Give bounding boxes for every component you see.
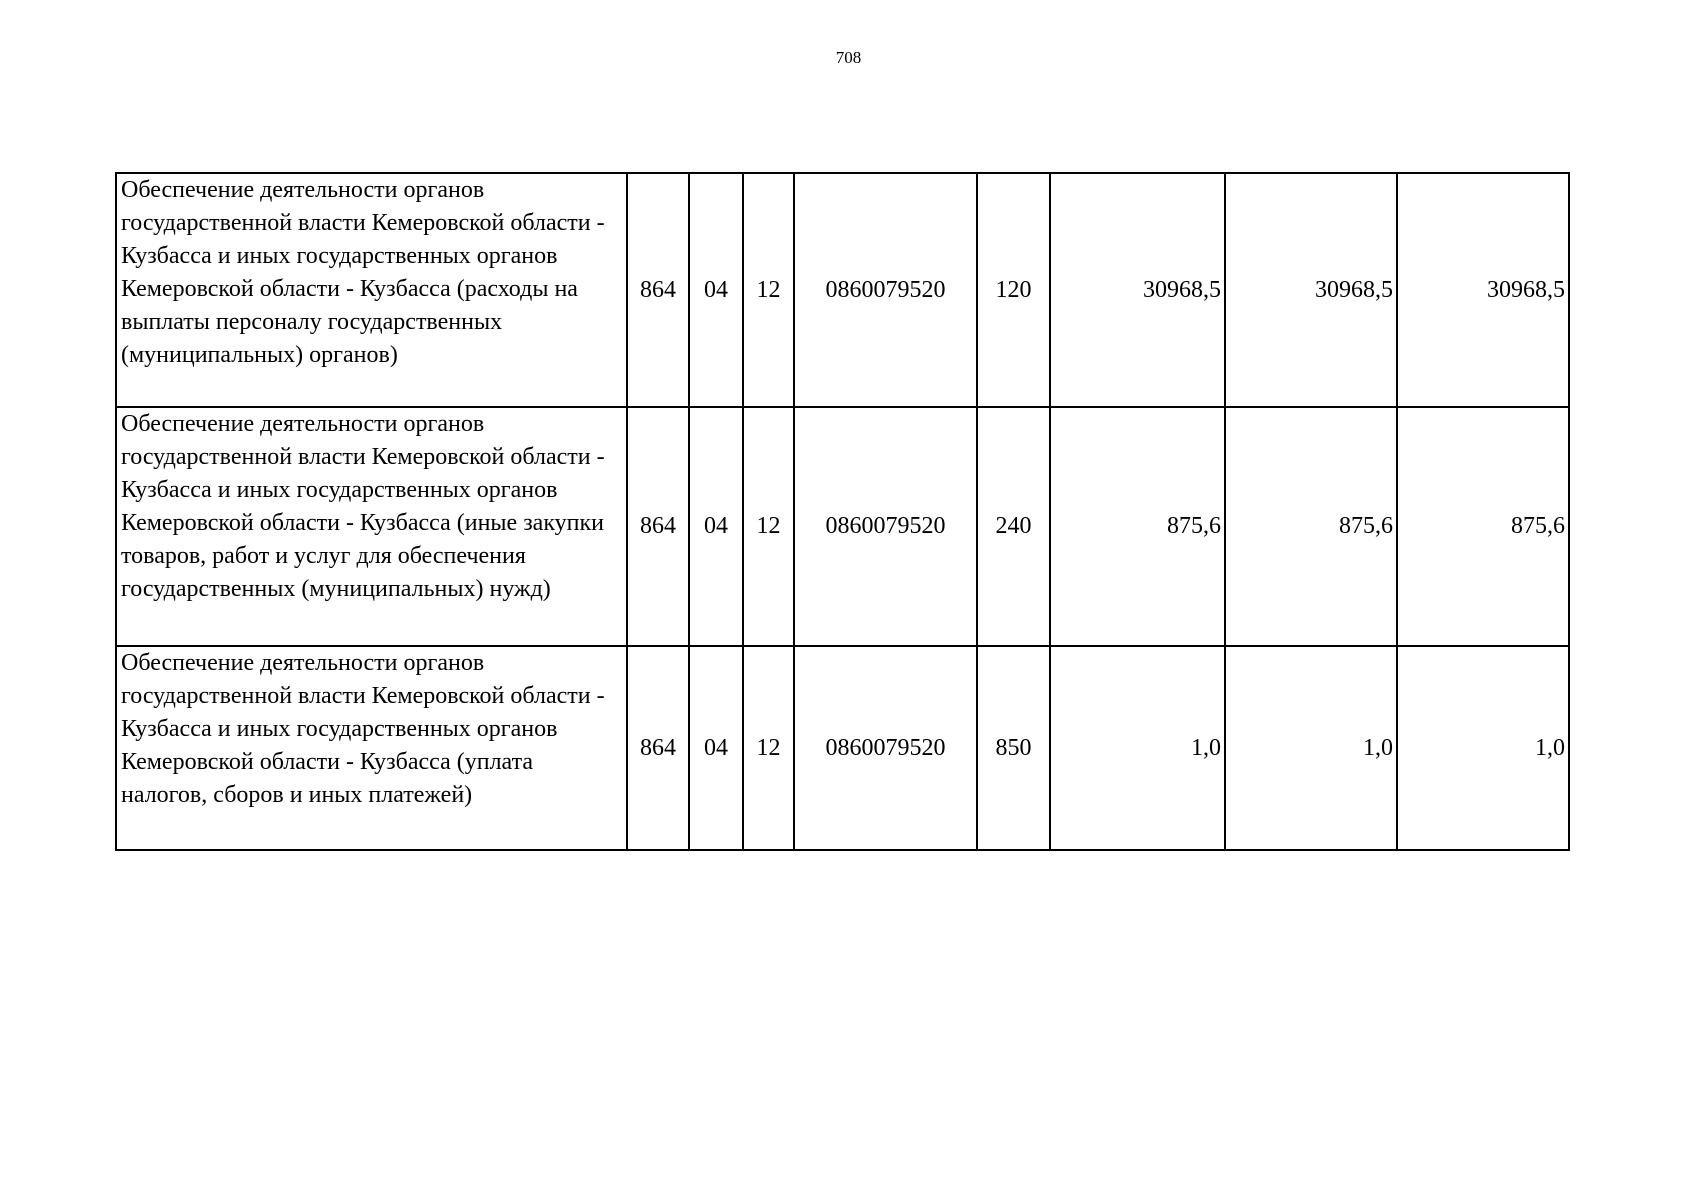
amount-year-1: 1,0 — [1050, 646, 1225, 850]
amount-year-2: 875,6 — [1225, 407, 1397, 646]
subsection-code: 12 — [743, 173, 794, 407]
table-row — [116, 173, 1569, 407]
row-description: Обеспечение деятельности органов государственной власти Кемеровской области - Кузбасса и иных государственных органов Кемеровской области - Кузбасса (уплата налогов, сборов и иных платежей) — [116, 646, 627, 850]
target-article-code: 0860079520 — [794, 407, 977, 646]
section-code: 04 — [689, 407, 743, 646]
budget-table — [115, 172, 1570, 851]
page-number: 708 — [835, 48, 862, 67]
amount-year-2: 1,0 — [1225, 646, 1397, 850]
ministry-code: 864 — [627, 646, 689, 850]
table-row — [116, 646, 1569, 850]
expense-type-code: 120 — [977, 173, 1050, 407]
row-description: Обеспечение деятельности органов государственной власти Кемеровской области - Кузбасса и иных государственных органов Кемеровской области - Кузбасса (иные закупки товаров, работ и услуг для обеспечения государственных (муниципальных) нужд) — [116, 407, 627, 646]
row-description: Обеспечение деятельности органов государственной власти Кемеровской области - Кузбасса и иных государственных органов Кемеровской области - Кузбасса (расходы на выплаты персоналу государственных (муниципальных) органов) — [116, 173, 627, 407]
amount-year-1: 875,6 — [1050, 407, 1225, 646]
table-row — [116, 407, 1569, 646]
ministry-code: 864 — [627, 407, 689, 646]
expense-type-code: 240 — [977, 407, 1050, 646]
subsection-code: 12 — [743, 407, 794, 646]
amount-year-2: 30968,5 — [1225, 173, 1397, 407]
subsection-code: 12 — [743, 646, 794, 850]
amount-year-3: 30968,5 — [1397, 173, 1569, 407]
target-article-code: 0860079520 — [794, 173, 977, 407]
section-code: 04 — [689, 646, 743, 850]
expense-type-code: 850 — [977, 646, 1050, 850]
ministry-code: 864 — [627, 173, 689, 407]
amount-year-3: 1,0 — [1397, 646, 1569, 850]
amount-year-3: 875,6 — [1397, 407, 1569, 646]
target-article-code: 0860079520 — [794, 646, 977, 850]
amount-year-1: 30968,5 — [1050, 173, 1225, 407]
section-code: 04 — [689, 173, 743, 407]
